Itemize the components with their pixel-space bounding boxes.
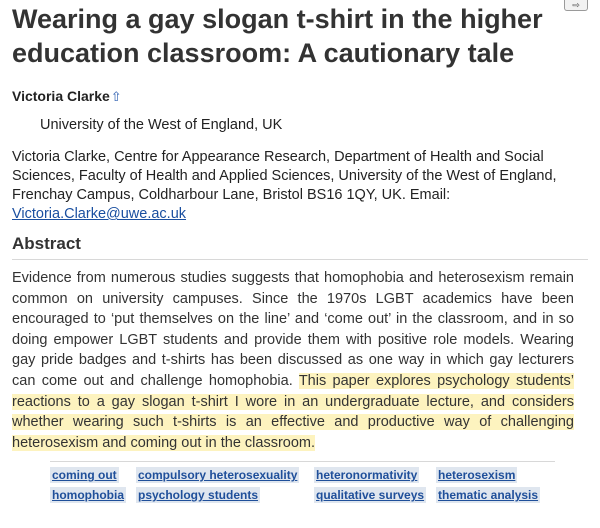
keyword-link[interactable]	[314, 488, 436, 503]
keyword-link[interactable]	[50, 468, 136, 483]
email-link[interactable]: Victoria.Clarke@uwe.ac.uk	[12, 206, 187, 222]
keyword-label: heterosexism	[438, 468, 516, 483]
keyword-label: qualitative surveys	[316, 488, 425, 503]
author-name: Victoria Clarke	[12, 88, 110, 104]
keyword-link[interactable]	[436, 488, 539, 503]
keyword-label: psychology students	[138, 488, 259, 503]
author-line	[12, 88, 588, 106]
keyword-link[interactable]	[436, 468, 536, 483]
author-affiliation-link[interactable]: ⇧	[110, 89, 122, 104]
correspondence-address	[12, 148, 572, 224]
keywords-divider	[50, 461, 555, 462]
keyword-label: compulsory heterosexuality	[138, 468, 298, 483]
share-icon[interactable]: ⇨	[564, 0, 588, 11]
abstract-text: Evidence from numerous studies suggests that homophobia and heterosexism remain common on university campuses. Since the 1970s LGBT academics have been encouraged to ‘put themselves on the line’ and ‘come out’ in the classroom, and in so doing empower LGBT students and provide them with positive role models. Wearing gay pride badges and t-shirts has been discussed as one way in which gay lecturers can come out and challenge homophobia.	[12, 270, 574, 389]
keywords-list	[50, 468, 560, 503]
keyword-link[interactable]	[136, 468, 314, 483]
author-affiliation: University of the West of England, UK	[40, 117, 283, 133]
keyword-label: coming out	[52, 468, 117, 483]
abstract-body	[12, 268, 574, 453]
abstract-highlighted-text[interactable]: This paper explores psychology students’ reactions to a gay slogan t-shirt I wore in an undergraduate lecture, and considers whether wearing such t-shirts is an effective and productive way of challenging heterosexism and coming out in the classroom.	[12, 372, 575, 451]
correspondence-text: Victoria Clarke, Centre for Appearance Research, Department of Health and Social Sciences, Faculty of Health and Applied Sciences, University of the West of England, Frenchay Campus, Coldharbour Lane, Bristol BS16 1QY, UK. Email:	[12, 149, 557, 203]
keyword-link[interactable]	[50, 488, 136, 503]
abstract-heading: Abstract	[12, 234, 588, 260]
article-title: Wearing a gay slogan t-shirt in the higher education classroom: A cautionary tale	[12, 4, 543, 68]
keyword-label: thematic analysis	[438, 488, 539, 503]
keyword-link[interactable]	[314, 468, 436, 483]
article-page	[12, 0, 588, 503]
keyword-label: homophobia	[52, 488, 124, 503]
keyword-link[interactable]	[136, 488, 314, 503]
keyword-label: heteronormativity	[316, 468, 418, 483]
